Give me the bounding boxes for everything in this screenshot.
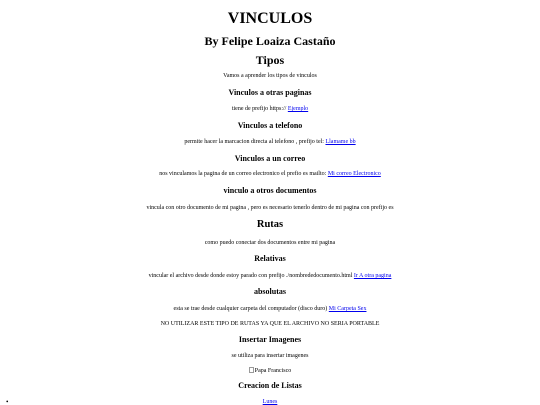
list-bullet-icon: • (6, 398, 9, 405)
relativas-text: vincular el archivo desde donde estoy parado con prefijo ./nombrededocumento.html (148, 273, 354, 279)
documentos-text: vincula con otro documento de mi pagina , pero es necesario tenerlo dentro de mi pagina con prefijo es (146, 205, 394, 211)
heading-documentos: vinculo a otros documentos (223, 186, 317, 195)
heading-absolutas: absolutas (253, 287, 286, 296)
heading-telefono: Vinculos a telefono (237, 121, 303, 130)
image-container (0, 367, 540, 374)
heading-correo: Vinculos a un correo (234, 154, 306, 163)
rutas-intro-text: como puedo conectar dos documentos entre mi pagina (204, 240, 336, 246)
otras-paginas-text: tiene de prefijo https:// (231, 106, 288, 112)
correo-text: nos vinculamos la pagina de un correo electronico el prefio es mailto: (159, 171, 328, 177)
page-title: VINCULOS (227, 10, 313, 27)
heading-relativas: Relativas (254, 254, 286, 263)
list-item (0, 399, 540, 405)
relativas-paragraph (0, 273, 540, 279)
link-correo-electronico[interactable]: Mi correo Electronico (327, 171, 381, 177)
link-otra-pagina[interactable]: Ir A otra pagina (353, 273, 392, 279)
section-heading-tipos: Tipos (255, 53, 285, 67)
portability-warning: NO UTILIZAR ESTE TIPO DE RUTAS YA QUE EL ARCHIVO NO SERIA PORTABLE (160, 321, 380, 327)
link-carpeta[interactable]: Mi Carpeta Sex (328, 306, 367, 312)
link-lunes[interactable]: Lunes (262, 399, 278, 405)
telefono-paragraph (0, 139, 540, 145)
link-ejemplo[interactable]: Ejemplo (287, 106, 309, 112)
otras-paginas-paragraph (0, 106, 540, 112)
broken-image-placeholder (249, 367, 292, 374)
telefono-text: permite hacer la marcacion directa al telefono , prefijo tel: (184, 139, 326, 145)
heading-imagenes: Insertar Imagenes (238, 335, 302, 344)
imagenes-text: se utiliza para insertar imagenes (231, 353, 309, 359)
tipos-intro-text: Vamos a aprender los tipos de vinculos (223, 73, 317, 79)
heading-listas: Creacion de Listas (238, 381, 302, 390)
image-alt-text: Papa Francisco (254, 368, 292, 374)
broken-image-icon (249, 367, 254, 373)
heading-otras-paginas: Vinculos a otras paginas (228, 88, 312, 97)
correo-paragraph (0, 171, 540, 177)
absolutas-paragraph (0, 306, 540, 312)
link-llamame[interactable]: Llamame bb (325, 139, 356, 145)
section-heading-rutas: Rutas (256, 219, 284, 230)
absolutas-text: esta se trae desde cualquier carpeta del computador (disco duro) (173, 306, 329, 312)
author-byline: By Felipe Loaiza Castaño (204, 34, 336, 48)
